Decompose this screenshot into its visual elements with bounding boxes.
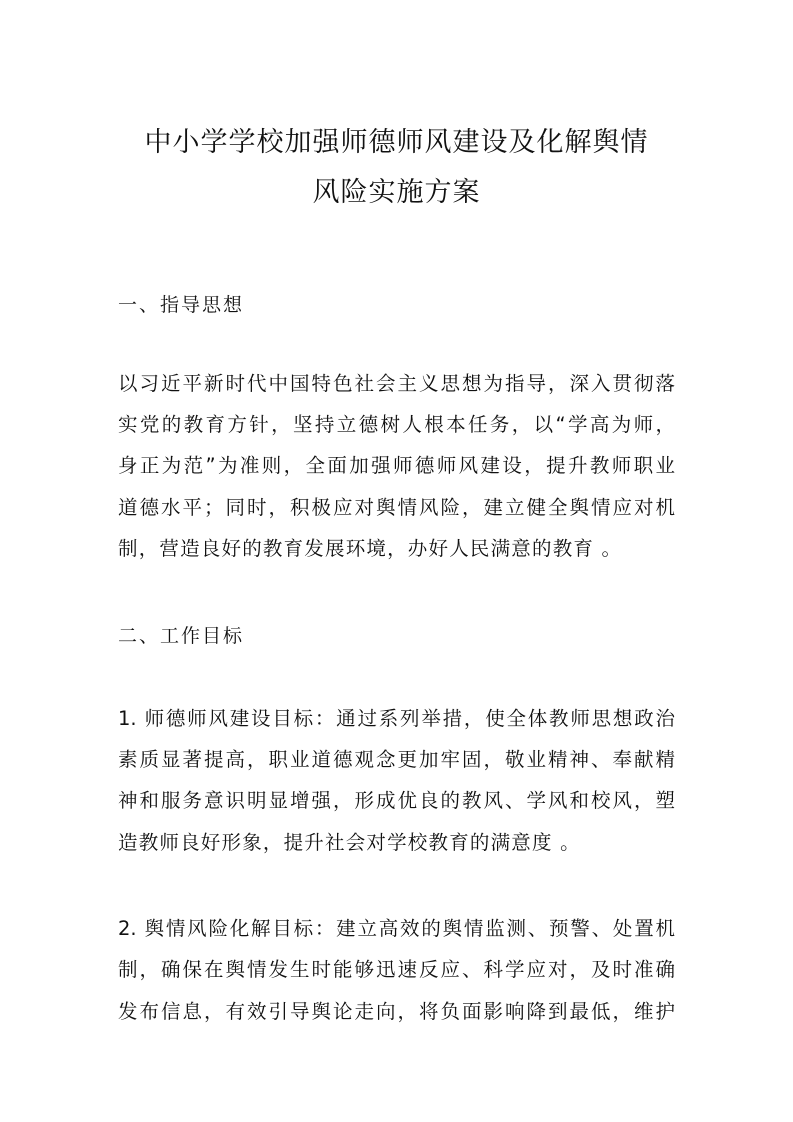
paragraph-line: 1. 师德师风建设目标：通过系列举措，使全体教师思想政治 [118,707,675,730]
paragraph-line: 2. 舆情风险化解目标：建立高效的舆情监测、预警、处置机 [118,917,675,940]
paragraph-line: 道德水平；同时，积极应对舆情风险，建立健全舆情应对机 [118,496,675,519]
document-title-line-1: 中小学学校加强师德师风建设及化解舆情 [144,127,649,158]
paragraph-line: 以习近平新时代中国特色社会主义思想为指导，深入贯彻落 [118,372,675,395]
paragraph-line: 制，营造良好的教育发展环境，办好人民满意的教育 。 [118,537,623,560]
paragraph-line: 神和服务意识明显增强，形成优良的教风、学风和校风，塑 [118,789,675,812]
paragraph-line: 实党的教育方针，坚持立德树人根本任务，以“学高为师， [118,413,675,436]
section-heading: 一、指导思想 [118,294,245,316]
paragraph-line: 造教师良好形象，提升社会对学校教育的满意度 。 [118,831,581,854]
section-heading: 二、工作目标 [118,625,245,647]
paragraph-line: 制，确保在舆情发生时能够迅速反应、科学应对，及时准确 [118,958,675,981]
paragraph-line: 素质显著提高，职业道德观念更加牢固，敬业精神、奉献精 [118,748,675,771]
paragraph-line: 发布信息，有效引导舆论走向，将负面影响降到最低，维护 [118,1000,675,1023]
paragraph-line: 身正为范”为准则，全面加强师德师风建设，提升教师职业 [118,454,675,477]
document-title-line-2: 风险实施方案 [312,177,481,208]
